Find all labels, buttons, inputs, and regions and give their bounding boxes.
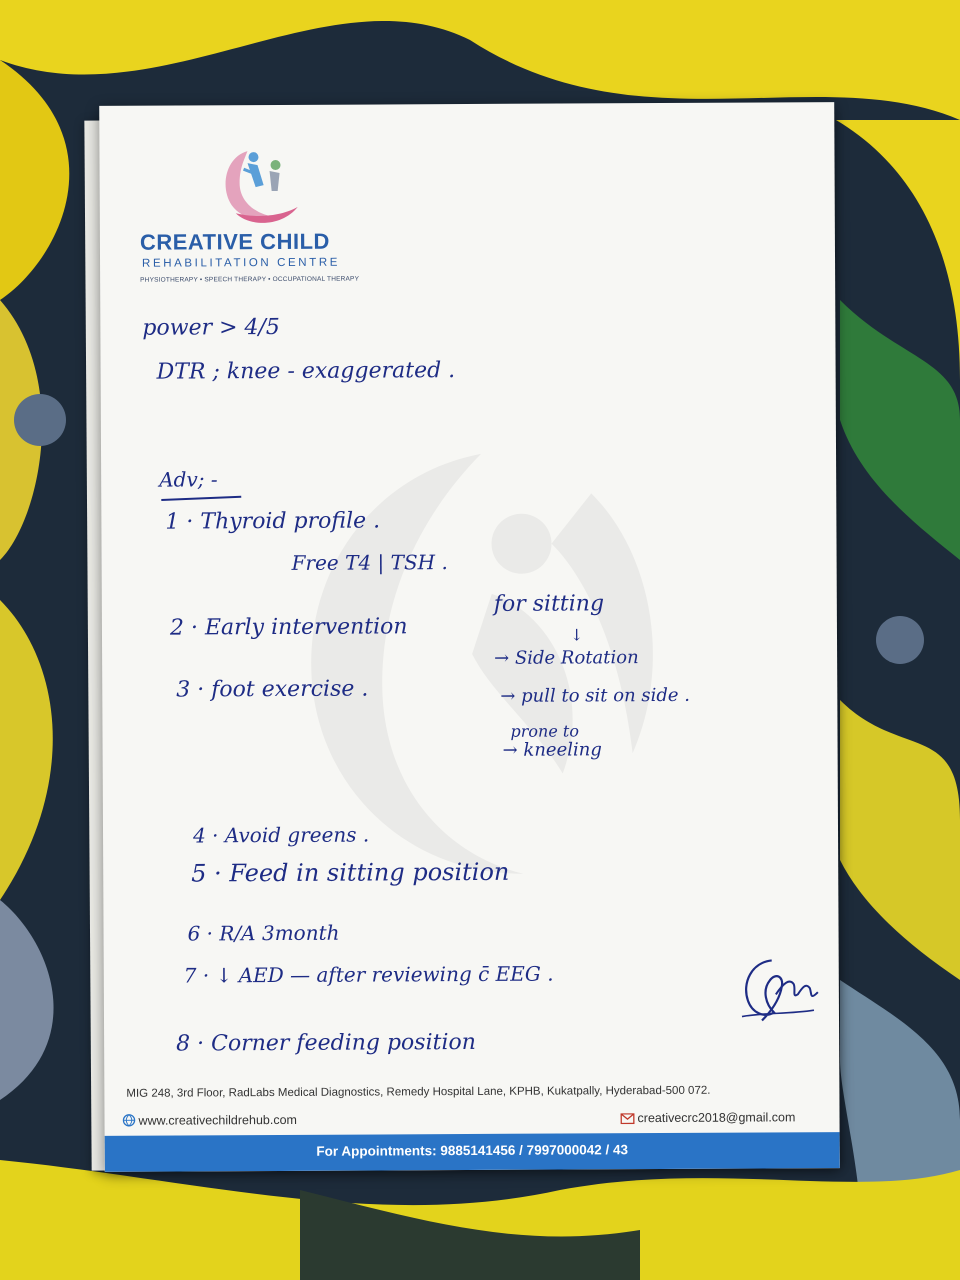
creative-child-logo [217, 143, 307, 231]
note-power: power > 4/5 [142, 314, 280, 341]
arrow-down: ↓ [569, 625, 584, 645]
advice-item-1-detail: Free T4 | TSH . [291, 550, 448, 575]
advice-item-3-pull-to-sit: → pull to sit on side . [500, 684, 691, 707]
doctor-signature [732, 954, 824, 1034]
footer-email [620, 1110, 795, 1125]
brand-subtitle: REHABILITATION CENTRE [142, 256, 341, 270]
note-dtr: DTR ; knee - exaggerated . [156, 358, 456, 385]
appointments-bar [105, 1132, 840, 1172]
appointments-text: For Appointments: 9885141456 / 7997000042 / 43 [316, 1142, 629, 1159]
advice-item-1: 1 · Thyroid profile . [165, 508, 381, 535]
advice-heading: Adv; - [159, 467, 218, 492]
advice-item-2: 2 · Early intervention [169, 614, 408, 641]
brand-name: CREATIVE CHILD [139, 228, 330, 255]
advice-item-3: 3 · foot exercise . [176, 676, 369, 703]
website-text: www.creativechildrehub.com [138, 1112, 297, 1128]
advice-item-7: 7 · ↓ AED — after reviewing c̄ EEG . [183, 961, 554, 988]
mail-icon [620, 1113, 634, 1124]
advice-item-3-side-rotation: → Side Rotation [494, 647, 639, 669]
advice-item-3-prone: prone to [510, 721, 579, 741]
advice-item-3-kneeling: → kneeling [502, 739, 602, 761]
footer-address: MIG 248, 3rd Floor, RadLabs Medical Diagnostics, Remedy Hospital Lane, KPHB, Kukatpally, Hyderabad-500 072. [126, 1084, 711, 1100]
advice-item-6: 6 · R/A 3month [187, 920, 340, 946]
advice-underline [161, 496, 241, 501]
advice-item-4: 4 · Avoid greens . [192, 822, 370, 848]
advice-item-2-tail: for sitting [493, 591, 605, 617]
globe-icon [122, 1114, 135, 1127]
letterhead-page [99, 102, 840, 1172]
advice-item-8: 8 · Corner feeding position [176, 1029, 476, 1057]
footer-website [122, 1113, 296, 1128]
email-text: creativecrc2018@gmail.com [637, 1110, 796, 1126]
advice-item-5: 5 · Feed in sitting position [191, 857, 510, 888]
brand-services: PHYSIOTHERAPY • SPEECH THERAPY • OCCUPATIONAL THERAPY [140, 275, 360, 284]
